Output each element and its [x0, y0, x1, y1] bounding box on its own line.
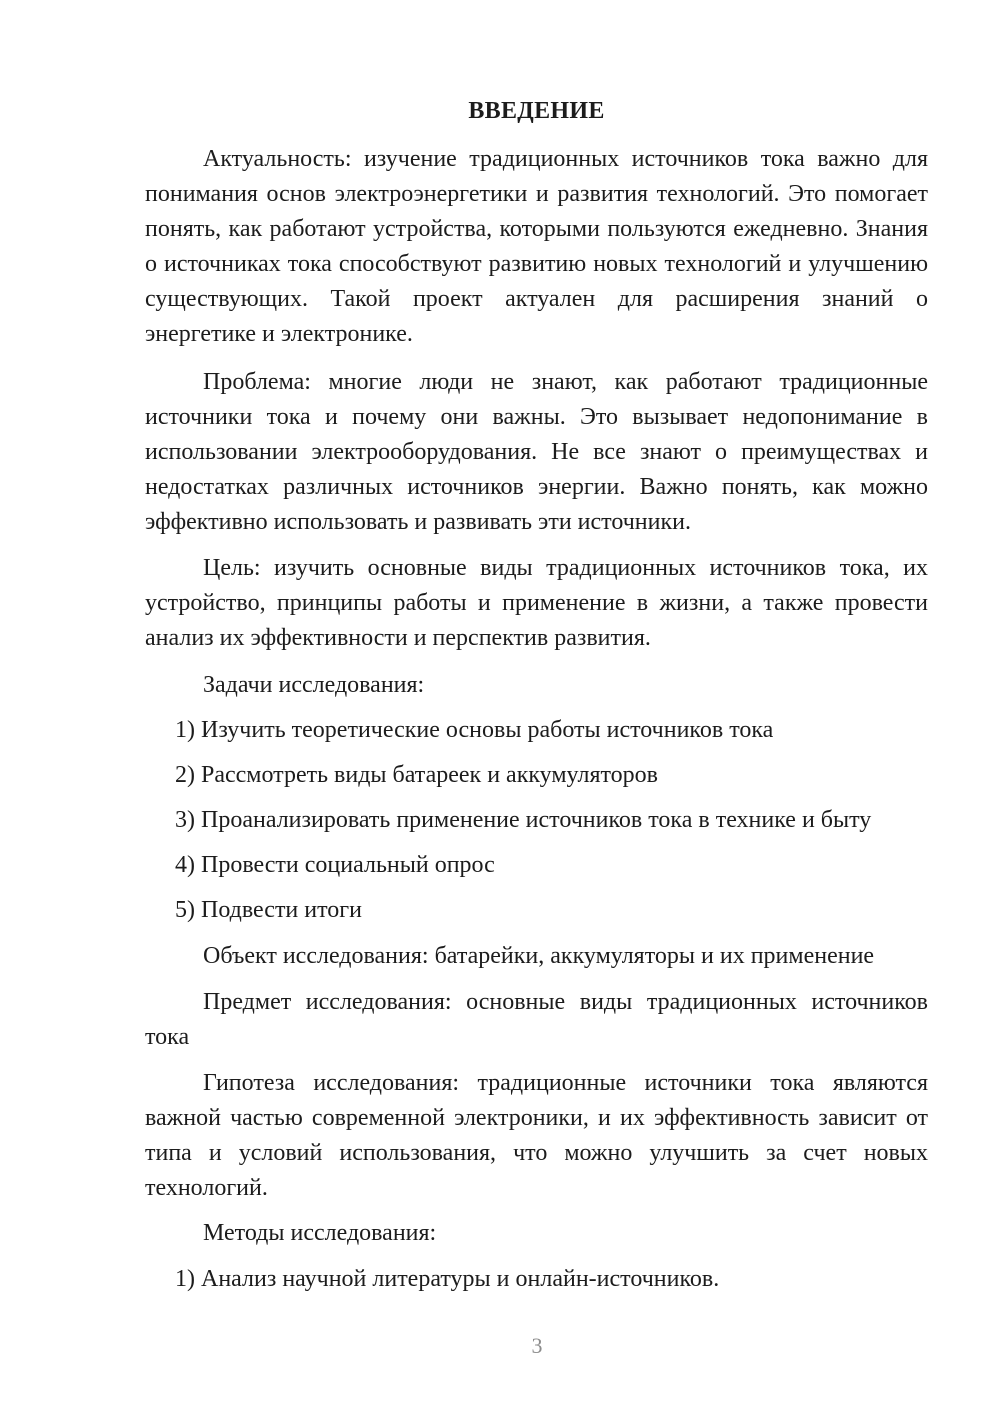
hypothesis-paragraph: Гипотеза исследования: традиционные источники тока являются важной частью современной электроники, и их эффективность зависит от типа и условий использования, что можно улучшить за счет новых технологий. — [145, 1070, 928, 1201]
task-number: 2) — [175, 762, 195, 788]
relevance-paragraph-block — [145, 142, 928, 352]
object-paragraph-block — [145, 939, 928, 974]
task-number: 3) — [175, 807, 195, 833]
goal-paragraph-block — [145, 551, 928, 656]
section-heading: ВВЕДЕНИЕ — [468, 98, 605, 124]
task-list-item — [175, 893, 362, 928]
task-list-item — [175, 758, 658, 793]
task-number: 1) — [175, 717, 195, 743]
task-number: 4) — [175, 852, 195, 878]
problem-paragraph-block — [145, 365, 928, 540]
method-list-item — [175, 1262, 719, 1297]
subject-paragraph: Предмет исследования: основные виды традиционных источников тока — [145, 989, 928, 1050]
tasks-title-block — [145, 668, 928, 703]
task-list-item — [175, 848, 495, 883]
task-text: Подвести итоги — [201, 897, 362, 923]
task-list-item — [175, 713, 773, 748]
methods-title-block — [145, 1216, 928, 1251]
task-text: Провести социальный опрос — [201, 852, 495, 878]
subject-paragraph-block — [145, 985, 928, 1055]
page-number: 3 — [531, 1333, 543, 1358]
method-text: Анализ научной литературы и онлайн-источников. — [201, 1266, 720, 1292]
relevance-paragraph: Актуальность: изучение традиционных источников тока важно для понимания основ электроэнергетики и развития технологий. Это помогает понять, как работают устройства, которыми пользуются ежедневно. Знания о источниках тока способствуют развитию новых технологий и улучшению существующих. Такой проект актуален для расширения знаний о энергетике и электронике. — [145, 146, 928, 347]
methods-title: Методы исследования: — [203, 1220, 437, 1246]
task-list-item — [175, 803, 871, 838]
task-text: Изучить теоретические основы работы источников тока — [201, 717, 774, 743]
method-number: 1) — [175, 1266, 195, 1292]
task-number: 5) — [175, 897, 195, 923]
task-text: Рассмотреть виды батареек и аккумуляторов — [201, 762, 659, 788]
goal-paragraph: Цель: изучить основные виды традиционных источников тока, их устройство, принципы работы и применение в жизни, а также провести анализ их эффективности и перспектив развития. — [145, 555, 928, 651]
tasks-title: Задачи исследования: — [203, 672, 425, 698]
problem-paragraph: Проблема: многие люди не знают, как работают традиционные источники тока и почему они важны. Это вызывает недопонимание в использовании электрооборудования. Не все знают о преимуществах и недостатках различных источников энергии. Важно понять, как можно эффективно использовать и развивать эти источники. — [145, 369, 928, 535]
object-paragraph: Объект исследования: батарейки, аккумуляторы и их применение — [203, 943, 875, 969]
hypothesis-paragraph-block — [145, 1066, 928, 1206]
task-text: Проанализировать применение источников тока в технике и быту — [201, 807, 872, 833]
